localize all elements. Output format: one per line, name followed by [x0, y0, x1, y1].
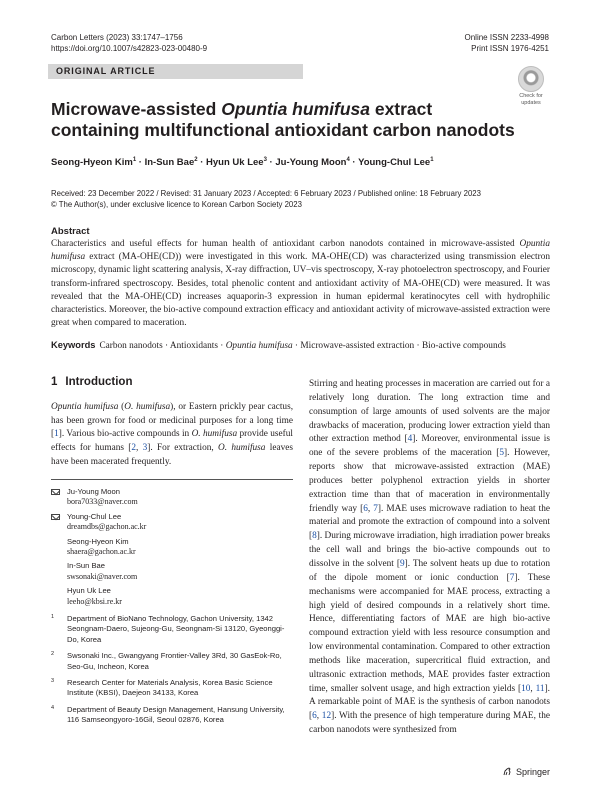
- email-link[interactable]: leeho@kbsi.re.kr: [67, 596, 122, 606]
- citation-link[interactable]: 2: [131, 443, 137, 454]
- email-link[interactable]: bora7033@naver.com: [67, 497, 138, 507]
- envelope-icon: [51, 489, 60, 495]
- affiliation: 3 Research Center for Materials Analysis, Korea Basic Science Institute (KBSI), Daejeon 34133, Korea: [51, 678, 273, 698]
- author[interactable]: In-Sun Bae$^2$: [144, 157, 198, 169]
- check-for-updates-line1: Check for: [519, 93, 543, 99]
- author[interactable]: Seong-Hyeon Kim$^1$: [51, 157, 137, 169]
- affiliation: 2 Swsonaki Inc., Gwangyang Frontier-Valley 3Rd, 30 GasEok-Ro, Seo-Gu, Incheon, Korea: [51, 651, 282, 671]
- correspondence-block: [51, 487, 293, 611]
- intro-paragraph-left: Opuntia humifusa (O. humifusa), or Eastern prickly pear cactus, has been grown for food or medicinal purposes for a long time [1]. Various bio-active compounds in O. humifusa provide useful effects for humans [2, 3]. For extraction, O. humifusa leaves have been macerated frequently.: [51, 402, 294, 467]
- publisher-name: Springer: [516, 766, 551, 777]
- citation-link[interactable]: 3: [142, 443, 148, 454]
- check-for-updates-icon: [518, 66, 544, 92]
- journal-citation: Carbon Letters (2023) 33:1747–1756: [51, 33, 183, 42]
- check-for-updates-line2: updates: [521, 100, 541, 106]
- keywords: Keywords Carbon nanodots · Antioxidants · Opuntia humifusa · Microwave-assisted extraction · Bio-active compounds: [51, 340, 506, 351]
- section-heading-introduction: 1 Introduction: [51, 376, 133, 388]
- article-title: [51, 99, 521, 141]
- email-link[interactable]: swsonaki@naver.com: [67, 571, 138, 581]
- springer-horse-icon: [502, 766, 513, 777]
- contact-entry: Young-Chul Lee dreamdbs@gachon.ac.kr: [51, 512, 293, 533]
- contact-entry: Ju-Young Moon bora7033@naver.com: [51, 487, 293, 508]
- contact-entry: Hyun Uk Lee leeho@kbsi.re.kr: [51, 586, 293, 607]
- abstract-heading: Abstract: [51, 226, 90, 237]
- envelope-icon: [51, 514, 60, 520]
- title-species: Opuntia humifusa: [221, 99, 370, 119]
- copyright-line: © The Author(s), under exclusive licence to Korean Carbon Society 2023: [51, 200, 302, 209]
- author-list: Seong-Hyeon Kim$^1$ · In-Sun Bae$^2$ · Hyun Uk Lee$^3$ · Ju-Young Moon$^4$ · Young-Chul Lee$^1$: [51, 157, 434, 169]
- citation-link[interactable]: 4: [407, 434, 413, 445]
- citation-link[interactable]: 6: [312, 711, 317, 722]
- contact-entry: Seong-Hyeon Kim shaera@gachon.ac.kr: [51, 537, 293, 558]
- email-link[interactable]: shaera@gachon.ac.kr: [67, 547, 136, 557]
- citation-link[interactable]: 11: [535, 683, 545, 694]
- affiliation: 4 Department of Beauty Design Management, Hansung University, 116 Samseongyoro-16Gil, Seoul 02876, Korea: [51, 704, 285, 725]
- affiliation: 1 Department of BioNano Technology, Gachon University, 1342 Seongnam-Daero, Sujeong-Gu, Seongnam-Si 13120, Gyeonggi-Do, Korea: [51, 614, 285, 644]
- title-part2: extract containing multifunctional antioxidant carbon nanodots: [51, 99, 515, 140]
- history-dates: Received: 23 December 2022 / Revised: 31 January 2023 / Accepted: 6 February 2023 / Published online: 18 February 2023: [51, 189, 481, 198]
- publication-history: [51, 188, 551, 210]
- running-header-left: [51, 32, 207, 54]
- article-type-label: ORIGINAL ARTICLE: [48, 64, 303, 79]
- citation-link[interactable]: 6: [363, 503, 368, 514]
- citation-link[interactable]: 9: [399, 558, 405, 569]
- running-header-right: [465, 32, 550, 54]
- author[interactable]: Ju-Young Moon$^4$: [275, 157, 350, 169]
- author[interactable]: Young-Chul Lee$^1$: [358, 157, 434, 169]
- affiliations-block: [51, 614, 293, 732]
- citation-link[interactable]: 10: [521, 683, 531, 694]
- intro-paragraph-right: Stirring and heating processes in maceration are carried out for a relatively long duration. The long extraction time and consumption of large amounts of used solvents are the major drawbacks of maceration, producing lower extraction yield than other extraction method [4]. Moreover, environmental issue is one of the severe problems of the maceration [5]. However, reports show that microwave-assisted extraction (MAE) produces better polyphenol extraction yields in shorter extraction time than that of maceration in environmentally friendly way [6, 7]. MAE uses microwave radiation to heat the material and promote the extraction of compound into a solvent [8]. During microwave irradiation, high irradiation power breaks the cell wall and brings the bio-active compounds out to dissolve in the solvent [9]. The solvent heats up due to rotation of the dipole moment or ionic conduction [7]. These mechanisms were accompanied for MAE process, extracting a high yield of desired compounds in a relatively short time. Hence, differentiating factors of MAE are high bio-active compound extraction yield with less resource consumption and low environmental contamination. Compared to other extraction methods like maceration, supercritical fluid extraction, and ultrasonic extraction methods, MAE provides faster extraction time, smaller solvent usage, and high extraction yields [10, 11]. A remarkable point of MAE is the synthesis of carbon nanodots [6, 12]. With the presence of high temperature during MAE, the carbon nanodots were synthesized from: [309, 379, 550, 736]
- citation-link[interactable]: 8: [312, 531, 317, 542]
- abstract-body: Characteristics and useful effects for human health of antioxidant carbon nanodots contained in microwave-assisted Opuntia humifusa extract (MA-OHE(CD)) were investigated in this work. MA-OHE(CD) was characterized using transmission electron microscopy, dynamic light scattering analysis, X-ray diffraction, UV–vis spectroscopy, X-ray photoelectron spectroscopy, and Fourier transform-infrared spectroscopy. Besides, total phenolic content and antioxidant activity of MA-OHE(CD) were measured. It was revealed that the MA-OHE(CD) increases aquaporin-3 expression in human epidermal keratinocytes cell with hydrophilic characteristics. Moreover, the bio-active compound extraction efficacy and antioxidant activity of microwave-assisted extraction were great when compared to maceration.: [51, 239, 550, 329]
- citation-link[interactable]: 7: [509, 572, 515, 583]
- footnote-divider: [51, 479, 293, 480]
- keywords-heading: Keywords: [51, 340, 96, 350]
- publisher-logo: [502, 766, 550, 777]
- contact-entry: In-Sun Bae swsonaki@naver.com: [51, 561, 293, 582]
- email-link[interactable]: dreamdbs@gachon.ac.kr: [67, 522, 147, 532]
- doi-link[interactable]: https://doi.org/10.1007/s42823-023-00480-9: [51, 44, 208, 53]
- title-part1: Microwave-assisted: [51, 99, 222, 119]
- issn-online: Online ISSN 2233-4998: [464, 33, 549, 42]
- citation-link[interactable]: 5: [499, 448, 505, 459]
- citation-link[interactable]: 7: [373, 503, 378, 514]
- issn-print: Print ISSN 1976-4251: [471, 44, 549, 53]
- citation-link[interactable]: 1: [54, 429, 59, 440]
- citation-link[interactable]: 12: [321, 711, 332, 722]
- author[interactable]: Hyun Uk Lee$^3$: [206, 157, 267, 169]
